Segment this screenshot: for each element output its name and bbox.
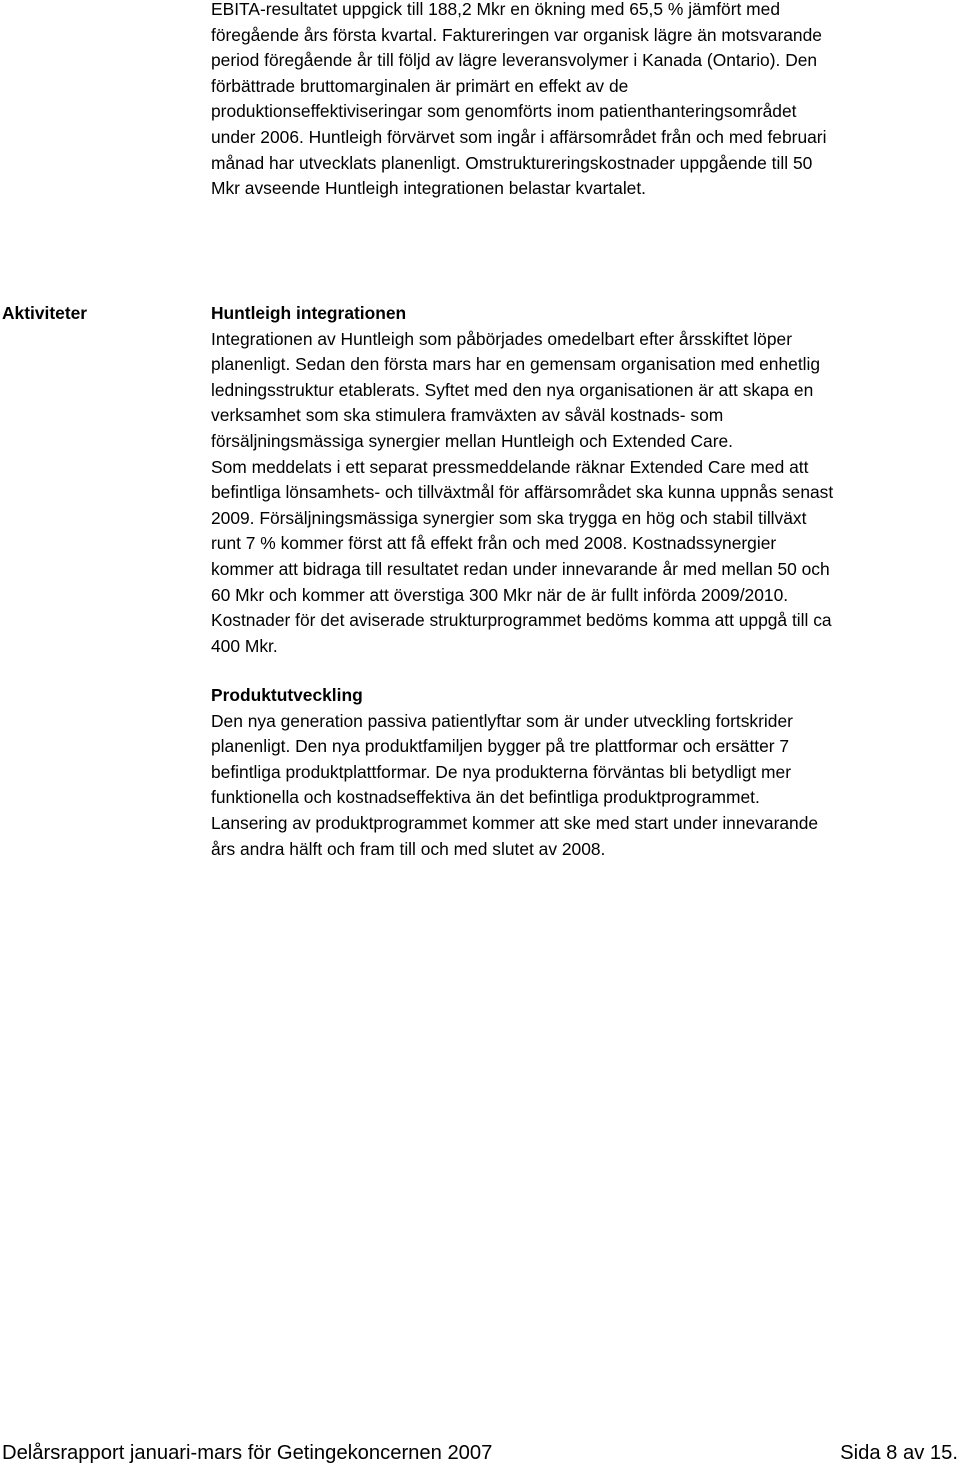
intro-line: Mkr avseende Huntleigh integrationen belastar kvartalet. xyxy=(211,178,647,199)
intro-line: föregående års första kvartal. Faktureringen var organisk lägre än motsvarande xyxy=(211,24,822,45)
produktutveckling-line: befintliga produktplattformar. De nya produkterna förväntas bli betydligt mer xyxy=(211,761,791,782)
huntleigh-line: kommer att bidraga till resultatet redan under innevarande år med mellan 50 och xyxy=(211,558,830,579)
huntleigh-line: verksamhet som ska stimulera framväxten av såväl kostnads- som xyxy=(211,405,724,426)
produktutveckling-line: planenligt. Den nya produktfamiljen bygger på tre plattformar och ersätter 7 xyxy=(211,736,790,757)
produktutveckling-line: funktionella och kostnadseffektiva än det befintliga produktprogrammet. xyxy=(211,787,760,808)
intro-line: månad har utvecklats planenligt. Omstruktureringskostnader uppgående till 50 xyxy=(211,152,813,173)
intro-line: EBITA-resultatet uppgick till 188,2 Mkr en ökning med 65,5 % jämfört med xyxy=(211,0,780,19)
huntleigh-line: befintliga lönsamhets- och tillväxtmål för affärsområdet ska kunna uppnås senast xyxy=(211,482,834,503)
intro-line: period föregående år till följd av lägre leveransvolymer i Kanada (Ontario). Den xyxy=(211,50,818,71)
intro-line: under 2006. Huntleigh förvärvet som ingår i affärsområdet från och med februari xyxy=(211,126,827,147)
huntleigh-line: Som meddelats i ett separat pressmeddelande räknar Extended Care med att xyxy=(211,456,809,477)
huntleigh-line: planenligt. Sedan den första mars har en gemensam organisation med enhetlig xyxy=(211,354,821,375)
intro-paragraph xyxy=(211,0,911,202)
produktutveckling-line: Lansering av produktprogrammet kommer att ske med start under innevarande xyxy=(211,812,819,833)
huntleigh-section xyxy=(211,301,911,659)
produktutveckling-line: års andra hälft och fram till och med slutet av 2008. xyxy=(211,838,606,859)
section-label-aktiviteter: Aktiviteter xyxy=(2,303,88,323)
huntleigh-line: Kostnader för det aviserade strukturprogrammet bedöms komma att uppgå till ca xyxy=(211,610,832,631)
huntleigh-line: ledningsstruktur etablerats. Syftet med den nya organisationen är att skapa en xyxy=(211,379,814,400)
intro-line: förbättrade bruttomarginalen är primärt en effekt av de xyxy=(211,75,629,96)
huntleigh-line: Integrationen av Huntleigh som påbörjades omedelbart efter årsskiftet löper xyxy=(211,328,792,349)
huntleigh-line: runt 7 % kommer först att få effekt från och med 2008. Kostnadssynergier xyxy=(211,533,777,554)
huntleigh-line: försäljningsmässiga synergier mellan Huntleigh och Extended Care. xyxy=(211,430,733,451)
produktutveckling-heading: Produktutveckling xyxy=(211,685,363,705)
intro-line: produktionseffektiviseringar som genomförts inom patienthanteringsområdet xyxy=(211,101,797,122)
footer-page-number: Sida 8 av 15. xyxy=(840,1442,958,1464)
produktutveckling-line: Den nya generation passiva patientlyftar som är under utveckling fortskrider xyxy=(211,710,793,731)
huntleigh-line: 60 Mkr och kommer att överstiga 300 Mkr när de är fullt införda 2009/2010. xyxy=(211,584,789,605)
huntleigh-line: 400 Mkr. xyxy=(211,635,278,656)
footer-report-title: Delårsrapport januari-mars för Getingekoncernen 2007 xyxy=(2,1442,493,1464)
produktutveckling-section xyxy=(211,683,911,862)
huntleigh-line: 2009. Försäljningsmässiga synergier som ska trygga en hög och stabil tillväxt xyxy=(211,507,807,528)
huntleigh-heading: Huntleigh integrationen xyxy=(211,303,407,323)
